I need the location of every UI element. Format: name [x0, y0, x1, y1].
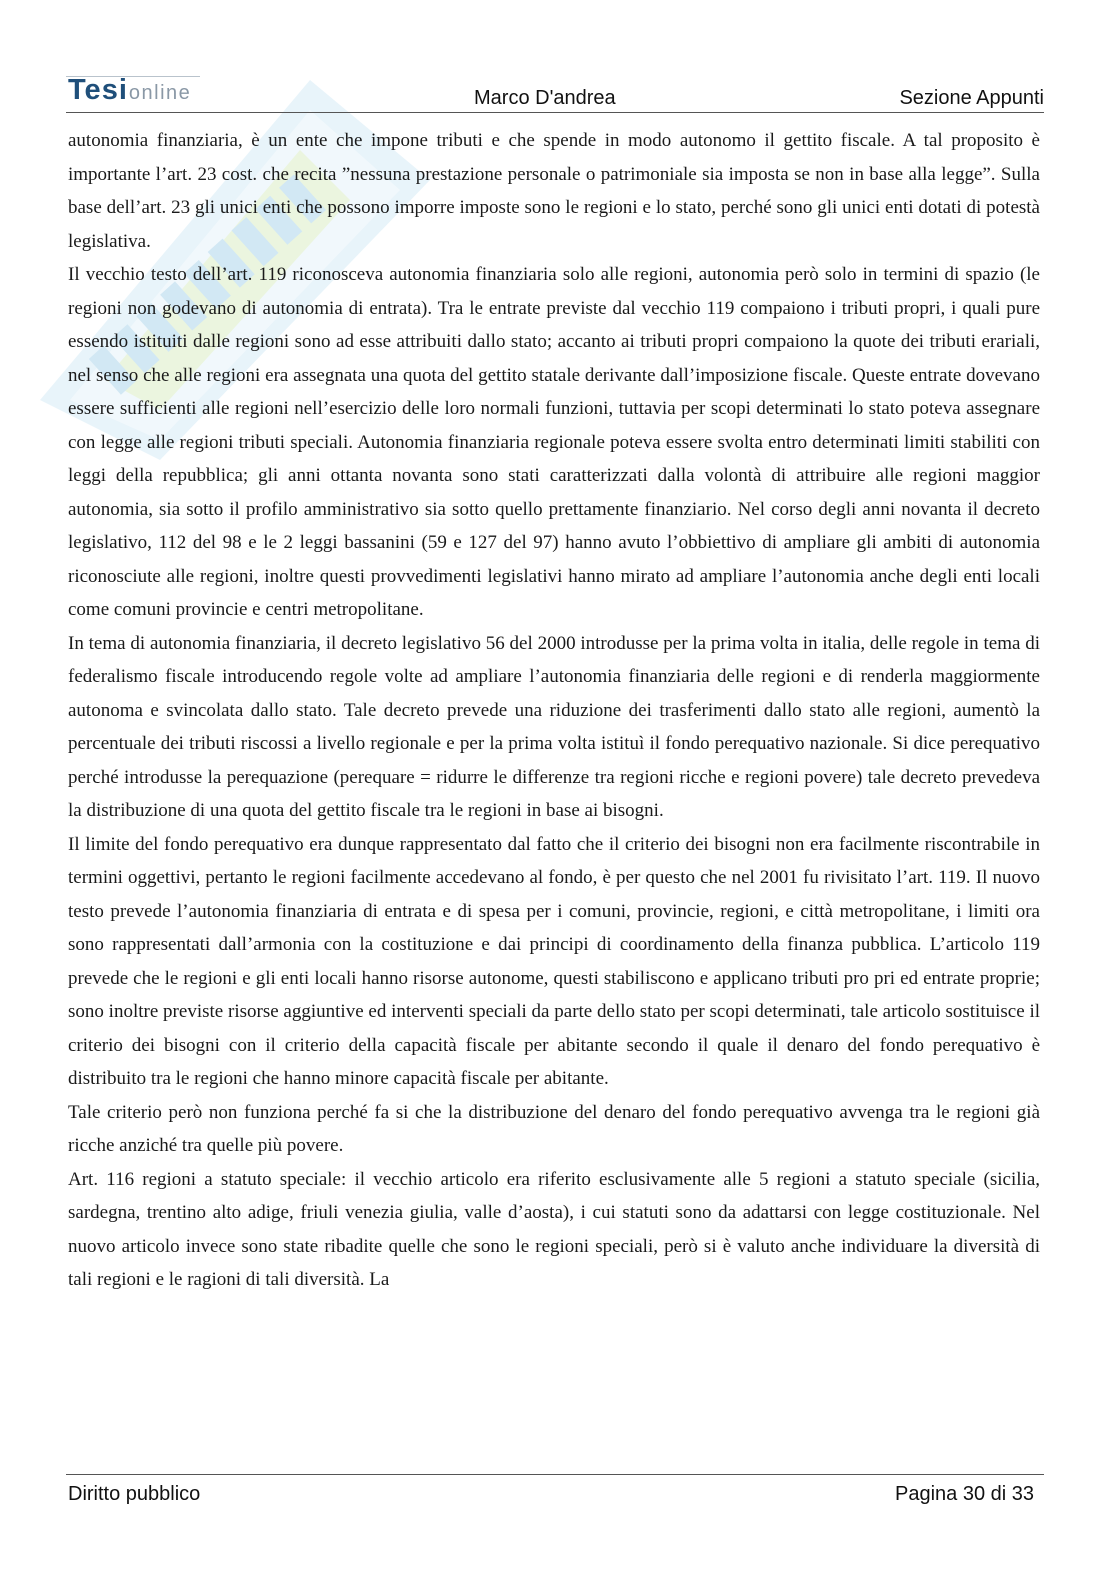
paragraph: Il limite del fondo perequativo era dunque rappresentato dal fatto che il criterio dei bisogni non era facilmente riscontrabile in termini oggettivi, pertanto le regioni facilmente accedevano al fondo, è per questo che nel 2001 fu rivisitato l’art. 119. Il nuovo testo prevede l’autonomia finanziaria di entrata e di spesa per i comuni, provincie, regioni, e città metropolitane, i limiti ora sono rappresentati dall’armonia con la costituzione e dai principi di coordinamento della finanza pubblica. L’articolo 119 prevede che le regioni e gli enti locali hanno risorse autonome, questi stabiliscono e applicano tributi pro pri ed entrate proprie; sono inoltre previste risorse aggiuntive ed interventi speciali da parte dello stato per scopi determinati, tale articolo sostituisce il criterio dei bisogni con il criterio della capacità fiscale per abitante secondo il quale il denaro del fondo perequativo è distribuito tra le regioni che hanno minore capacità fiscale per abitante. [68, 833, 1040, 1089]
logo-main-text: Tesi [68, 74, 128, 106]
page-header [66, 72, 1044, 113]
paragraph: Il vecchio testo dell’art. 119 riconosceva autonomia finanziaria solo alle regioni, autonomia però solo in termini di spazio (le regioni non godevano di autonomia di entrata). Tra le entrate previste dal vecchio 119 compaiono i tributi propri, i quali pure essendo istituiti dalle regioni sono ad esse attribuiti dallo stato; accanto ai tributi propri compaiono la quote dei tributi erariali, nel senso che alle regioni era assegnata una quota del gettito statale derivante dall’imposizione fiscale. Queste entrate dovevano essere sufficienti alle regioni nell’esercizio delle loro normali funzioni, tuttavia per scopi determinati lo stato poteva assegnare con legge alle regioni tributi speciali. Autonomia finanziaria regionale poteva essere svolta entro determinati limiti stabiliti con leggi della repubblica; gli anni ottanta novanta sono stati caratterizzati dalla volontà di attribuire alle regioni maggior autonomia, sia sotto il profilo amministrativo sia sotto quello prettamente finanziario. Nel corso degli anni novanta il decreto legislativo, 112 del 98 e le 2 leggi bassanini (59 e 127 del 97) hanno avuto l’obbiettivo di ampliare gli ambiti di autonomia riconosciute alle regioni, inoltre questi provvedimenti legislativi hanno mirato ad ampliare l’autonomia anche degli enti locali come comuni provincie e centri metropolitane. [68, 264, 1040, 620]
header-author: Marco D'andrea [474, 87, 616, 109]
header-section: Sezione Appunti [899, 87, 1044, 109]
paragraph: Art. 116 regioni a statuto speciale: il vecchio articolo era riferito esclusivamente alle 5 regioni a statuto speciale (sicilia, sardegna, trentino alto adige, friuli venezia giulia, valle d’aosta), i cui statuti sono da adattarsi con legge costituzionale. Nel nuovo articolo invece sono state ribadite quelle che sono le regioni speciali, però si è valuto anche individuare la diversità di tali regioni e le ragioni di tali diversità. La [68, 1168, 1040, 1290]
tesionline-logo [68, 74, 191, 107]
paragraph: In tema di autonomia finanziaria, il decreto legislativo 56 del 2000 introdusse per la prima volta in italia, delle regole in tema di federalismo fiscale introducendo regole volte ad ampliare l’autonomia finanziaria delle regioni e di renderla maggiormente autonoma e svincolata dallo stato. Tale decreto prevede una riduzione dei trasferimenti dallo stato alle regioni, aumentò la percentuale dei tributi riscossi a livello regionale e per la prima volta istituì il fondo perequativo nazionale. Si dice perequativo perché introdusse la perequazione (perequare = ridurre le differenze tra regioni ricche e regioni povere) tale decreto prevedeva la distribuzione di una quota del gettito fiscale tra le regioni in base ai bisogni. [68, 632, 1040, 821]
page-footer [66, 1474, 1044, 1515]
paragraph: Tale criterio però non funziona perché fa si che la distribuzione del denaro del fondo perequativo avvenga tra le regioni già ricche anziché tra quelle più povere. [68, 1101, 1040, 1156]
footer-subject: Diritto pubblico [68, 1483, 201, 1505]
footer-page-number: Pagina 30 di 33 [894, 1483, 1034, 1505]
logo-sub-text: online [128, 82, 192, 104]
document-body [68, 124, 1040, 1297]
paragraph: autonomia finanziaria, è un ente che impone tributi e che spende in modo autonomo il gettito fiscale. A tal proposito è importante l’art. 23 cost. che recita ”nessuna prestazione personale o patrimoniale sia imposta se non in base alla legge”. Sulla base dell’art. 23 gli unici enti che possono imporre imposte sono le regioni e lo stato, perché sono gli unici enti dotati di potestà legislativa. [68, 130, 1040, 252]
